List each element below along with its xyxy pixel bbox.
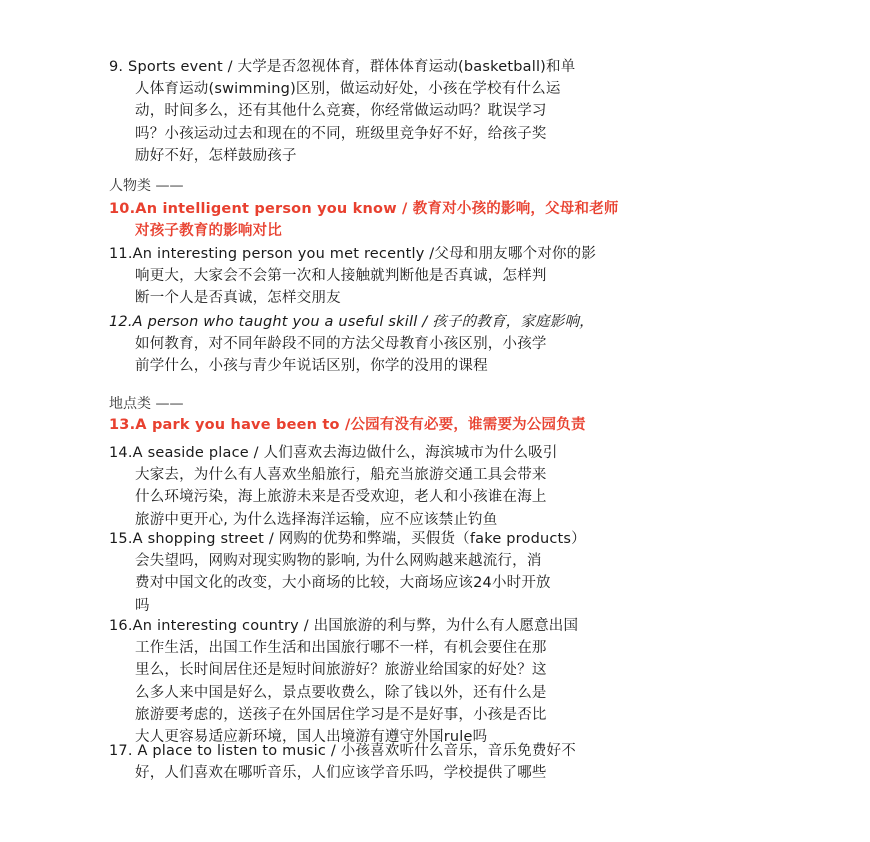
topic-13-line-1: 13.A park you have been to /公园有没有必要，谁需要为公园负责 [109, 417, 586, 433]
topic-9-line-1: 9. Sports event / 大学是否忽视体育，群体体育运动(basketball)和单 [109, 59, 576, 75]
topic-9-line-4: 吗？小孩运动过去和现在的不同，班级里竞争好不好，给孩子奖 [135, 125, 547, 142]
topic-12-line-2: 如何教育，对不同年龄段不同的方法父母教育小孩区别，小孩学 [135, 336, 547, 353]
topic-15-line-3: 费对中国文化的改变，大小商场的比较，大商场应该24小时开放 [135, 575, 551, 592]
topic-17-line-1: 17. A place to listen to music / 小孩喜欢听什么音乐，音乐免费好不 [109, 743, 576, 759]
topic-item-11 [109, 243, 719, 310]
topic-16-line-6: 大人更容易适应新环境，国人出境游有遵守外国rule吗 [135, 729, 488, 746]
topic-12-line-1: 12.A person who taught you a useful skill / 孩子的教育，家庭影响， [109, 314, 594, 330]
topic-item-9 [109, 56, 719, 167]
topic-item-10 [109, 198, 719, 242]
topic-9-line-3: 动，时间多么，还有其他什么竞赛，你经常做运动吗？耽误学习 [135, 103, 547, 120]
topic-item-16 [109, 615, 719, 748]
topic-16-line-4: 么多人来中国是好么，景点要收费么，除了钱以外，还有什么是 [135, 684, 547, 701]
topic-11-line-1: 11.An interesting person you met recently /父母和朋友哪个对你的影 [109, 246, 597, 262]
category-heading-place: 地点类 —— [109, 396, 184, 412]
topic-14-line-2: 大家去，为什么有人喜欢坐船旅行，船充当旅游交通工具会带来 [135, 467, 547, 484]
topic-16-line-2: 工作生活，出国工作生活和出国旅行哪不一样，有机会要住在那 [135, 640, 547, 657]
topic-11-line-2: 响更大，大家会不会第一次和人接触就判断他是否真诚，怎样判 [135, 268, 547, 285]
category-heading-person: 人物类 —— [109, 178, 184, 194]
topic-item-14 [109, 442, 719, 531]
topic-10-line-2: 对孩子教育的影响对比 [135, 223, 282, 240]
topic-15-line-1: 15.A shopping street / 网购的优势和弊端，买假货（fake products） [109, 531, 586, 547]
topic-12-line-3: 前学什么，小孩与青少年说话区别，你学的没用的课程 [135, 358, 488, 375]
topic-14-line-4: 旅游中更开心, 为什么选择海洋运输，应不应该禁止钓鱼 [135, 511, 498, 528]
topic-17-line-2: 好，人们喜欢在哪听音乐，人们应该学音乐吗，学校提供了哪些 [135, 765, 547, 782]
topic-item-13 [109, 414, 719, 436]
topic-9-line-2: 人体育运动(swimming)区别，做运动好处，小孩在学校有什么运 [135, 81, 561, 98]
topic-9-line-5: 励好不好，怎样鼓励孩子 [135, 147, 297, 164]
topic-16-line-3: 里么，长时间居住还是短时间旅游好？旅游业给国家的好处？这 [135, 662, 547, 679]
topic-item-17 [109, 740, 719, 784]
topic-15-line-4: 吗 [135, 597, 150, 614]
topic-14-line-1: 14.A seaside place / 人们喜欢去海边做什么，海滨城市为什么吸引 [109, 445, 558, 461]
topic-item-15 [109, 528, 719, 617]
topic-item-12 [109, 311, 719, 378]
topic-16-line-1: 16.An interesting country / 出国旅游的利与弊，为什么有人愿意出国 [109, 618, 579, 634]
topic-15-line-2: 会失望吗，网购对现实购物的影响, 为什么网购越来越流行，消 [135, 553, 542, 570]
topic-10-line-1: 10.An intelligent person you know / 教育对小孩的影响，父母和老师 [109, 201, 619, 217]
topic-11-line-3: 断一个人是否真诚，怎样交朋友 [135, 290, 341, 307]
topic-16-line-5: 旅游要考虑的，送孩子在外国居住学习是不是好事，小孩是否比 [135, 706, 547, 723]
topic-14-line-3: 什么环境污染，海上旅游未来是否受欢迎，老人和小孩谁在海上 [135, 489, 547, 506]
